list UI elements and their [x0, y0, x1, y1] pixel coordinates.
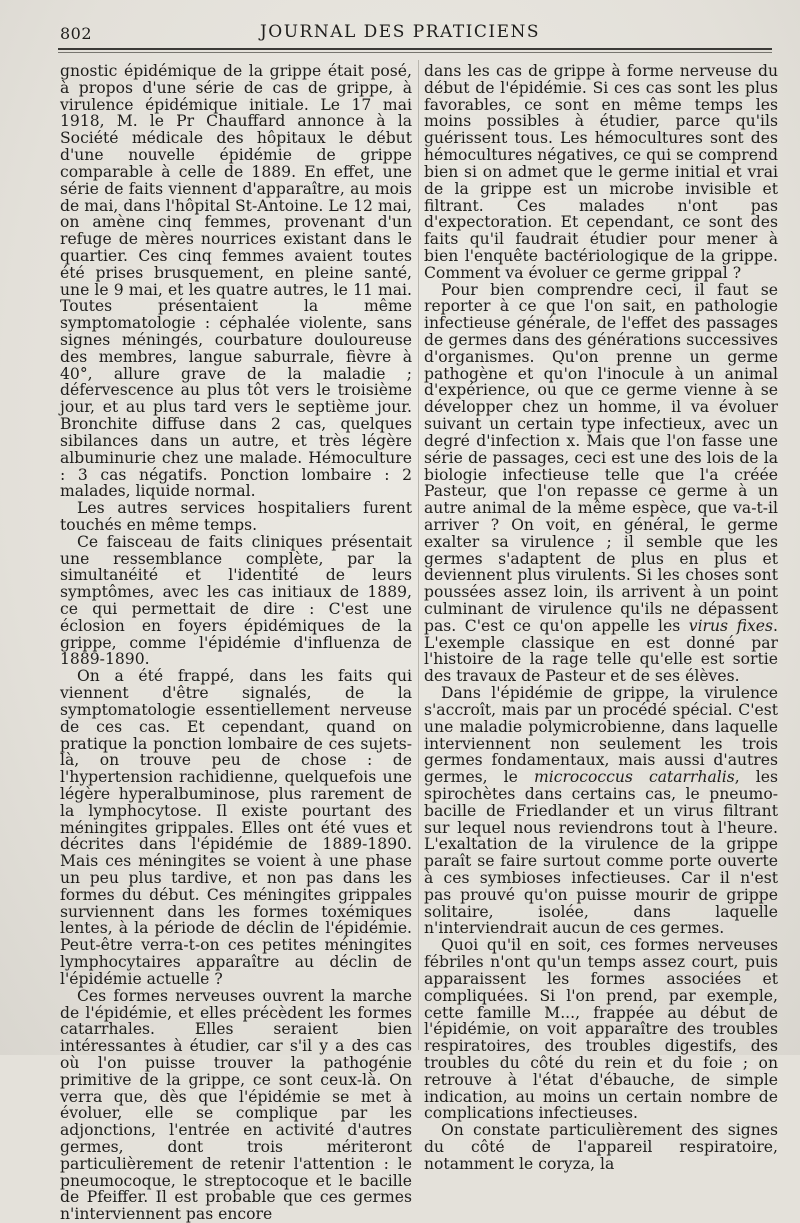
paragraph: gnostic épidémique de la grippe était posé, à propos d'une série de cas de grippe, à virulence épidémique initiale. Le 17 mai 1918, M. le Pr Chauffard annonce à la Société médicale des hôpitaux le début d'une nouvelle épidémie de grippe comparable à celle de 1889. En effet, une série de faits viennent d'apparaître, au mois de mai, dans l'hôpital St-Antoine. Le 12 mai, on amène cinq femmes, provenant d'un refuge de mères nourrices existant dans le quartier. Ces cinq femmes avaient toutes été prises brusquement, en pleine santé, une le 9 mai, et les quatre autres, le 11 mai. Toutes présentaient la même symptomatologie : céphalée violente, sans signes méningés, courbature douloureuse des membres, langue saburrale, fièvre à 40°, allure grave de la maladie ; défervescence au plus tôt vers le troisième jour, et au plus tard vers le septième jour. Bronchite diffuse dans 2 cas, quelques sibilances dans un autre, et très légère albuminurie chez une malade. Hémoculture : 3 cas négatifs. Ponction lombaire : 2 malades, liquide normal. [60, 62, 412, 501]
paragraph-text: Dans l'épidémie de grippe, la virulence s'accroît, mais par un procédé spécial. C'est une maladie polymicrobienne, dans laquelle interviennent non seulement les trois germes fondamentaux, mais aussi d'autres germes, le [424, 684, 778, 787]
paragraph [424, 282, 778, 686]
header-rule-thin [58, 52, 772, 53]
page-number: 802 [60, 24, 93, 43]
left-column [60, 62, 412, 1223]
page-header [0, 18, 800, 48]
paragraph: On constate particulièrement des signes du côté de l'appareil respiratoire, notamment le coryza, la [424, 1121, 778, 1173]
paragraph: Quoi qu'il en soit, ces formes nerveuses fébriles n'ont qu'un temps assez court, puis apparaissent les formes associées et compliquées. Si l'on prend, par exemple, cette famille M..., frappée au début de l'épidémie, on voit apparaître des troubles respiratoires, des troubles digestifs, des troubles du côté du rein et du foie ; on retrouve à l'état d'ébauche, de simple indication, au moins un certain nombre de complications infectieuses. [424, 936, 778, 1123]
running-title: JOURNAL DES PRATICIENS [259, 22, 541, 42]
paragraph-text: . L'exemple classique en est donné par l'histoire de la rage telle qu'elle est sortie des travaux de Pasteur et de ses élèves. [424, 616, 778, 686]
paragraph: Ce faisceau de faits cliniques présentait une ressemblance complète, par la simultanéité et l'identité de leurs symptômes, avec les cas initiaux de 1889, ce qui permettait de dire : C'est une éclosion en foyers épidémiques de la grippe, comme l'épidémie d'influenza de 1889-1890. [60, 532, 412, 669]
paragraph [424, 685, 778, 937]
paragraph: On a été frappé, dans les faits qui viennent d'être signalés, de la symptomatologie essentiellement nerveuse de ces cas. Et cependant, quand on pratique la ponction lombaire de ces sujets-là, on trouve peu de chose : de l'hypertension rachidienne, quelquefois une légère hyperalbuminose, plus rarement de la lymphocytose. Il existe pourtant des méningites grippales. Elles ont été vues et décrites dans l'épidémie de 1889-1890. Mais ces méningites se voient à une phase un peu plus tardive, et non pas dans les formes du début. Ces méningites grippales surviennent dans les formes toxémiques lentes, à la période de déclin de l'épidémie. Peut-être verra-t-on ces petites méningites lymphocytaires apparaître au déclin de l'épidémie actuelle ? [60, 667, 412, 988]
italic-term: virus fixes [688, 616, 774, 635]
header-rule [58, 48, 772, 50]
right-column [424, 62, 778, 1173]
paragraph: dans les cas de grippe à forme nerveuse du début de l'épidémie. Si ces cas sont les plus favorables, ce sont en même temps les moins possibles à étudier, parce qu'ils guérissent tous. Les hémocultures sont des hémocultures négatives, ce qui se comprend bien si on admet que le germe initial et vrai de la grippe est un microbe invisible et filtrant. Ces malades n'ont pas d'expectoration. Et cependant, ce sont des faits qu'il faudrait étudier pour mener à bien l'enquête bactériologique de la grippe. Comment va évoluer ce germe grippal ? [424, 62, 778, 282]
paragraph-text: Pour bien comprendre ceci, il faut se reporter à ce que l'on sait, en pathologie infectieuse générale, de l'effet des passages de germes dans des générations successives d'organismes. Qu'on prenne un germe pathogène et qu'on l'inocule à un animal d'expérience, ou que ce germe vienne à se développer chez un homme, il va évoluer suivant un certain type infectieux, avec un degré d'infection x. Mais que l'on fasse une série de passages, ceci est une des lois de la biologie infectieuse telle que l'a créée Pasteur, que l'on repasse ce germe à un autre animal de la même espèce, que va-t-il arriver ? On voit, en général, le germe exalter sa virulence ; il semble que les germes s'adaptent de plus en plus et deviennent plus virulents. Si les choses sont poussées assez loin, ils arrivent à un point culminant de virulence qu'ils ne dépassent pas. C'est ce qu'on appelle les [424, 280, 778, 635]
paragraph: Les autres services hospitaliers furent touchés en même temps. [60, 499, 412, 534]
column-divider [418, 60, 419, 1050]
paragraph: Ces formes nerveuses ouvrent la marche de l'épidémie, et elles précèdent les formes catarrhales. Elles seraient bien intéressantes à étudier, car s'il y a des cas où l'on puisse trouver la pathogénie primitive de la grippe, ce sont ceux-là. On verra que, dès que l'épidémie se met à évoluer, elle se complique par les adjonctions, l'entrée en activité d'autres germes, dont trois mériteront particulièrement de retenir l'attention : le pneumocoque, le streptocoque et le bacille de Pfeiffer. Il est probable que ces germes n'interviennent pas encore [60, 986, 412, 1223]
paragraph-text: , les spirochètes dans certains cas, le pneumo-bacille de Friedlander et un virus filtrant sur lequel nous reviendrons tout à l'heure. L'exaltation de la virulence de la grippe paraît se faire surtout comme porte ouverte à ces symbioses infectieuses. Car il n'est pas prouvé qu'on puisse mourir de grippe solitaire, isolée, dans laquelle n'interviendrait aucun de ces germes. [424, 768, 778, 938]
italic-term: micrococcus catarrhalis [533, 768, 735, 787]
